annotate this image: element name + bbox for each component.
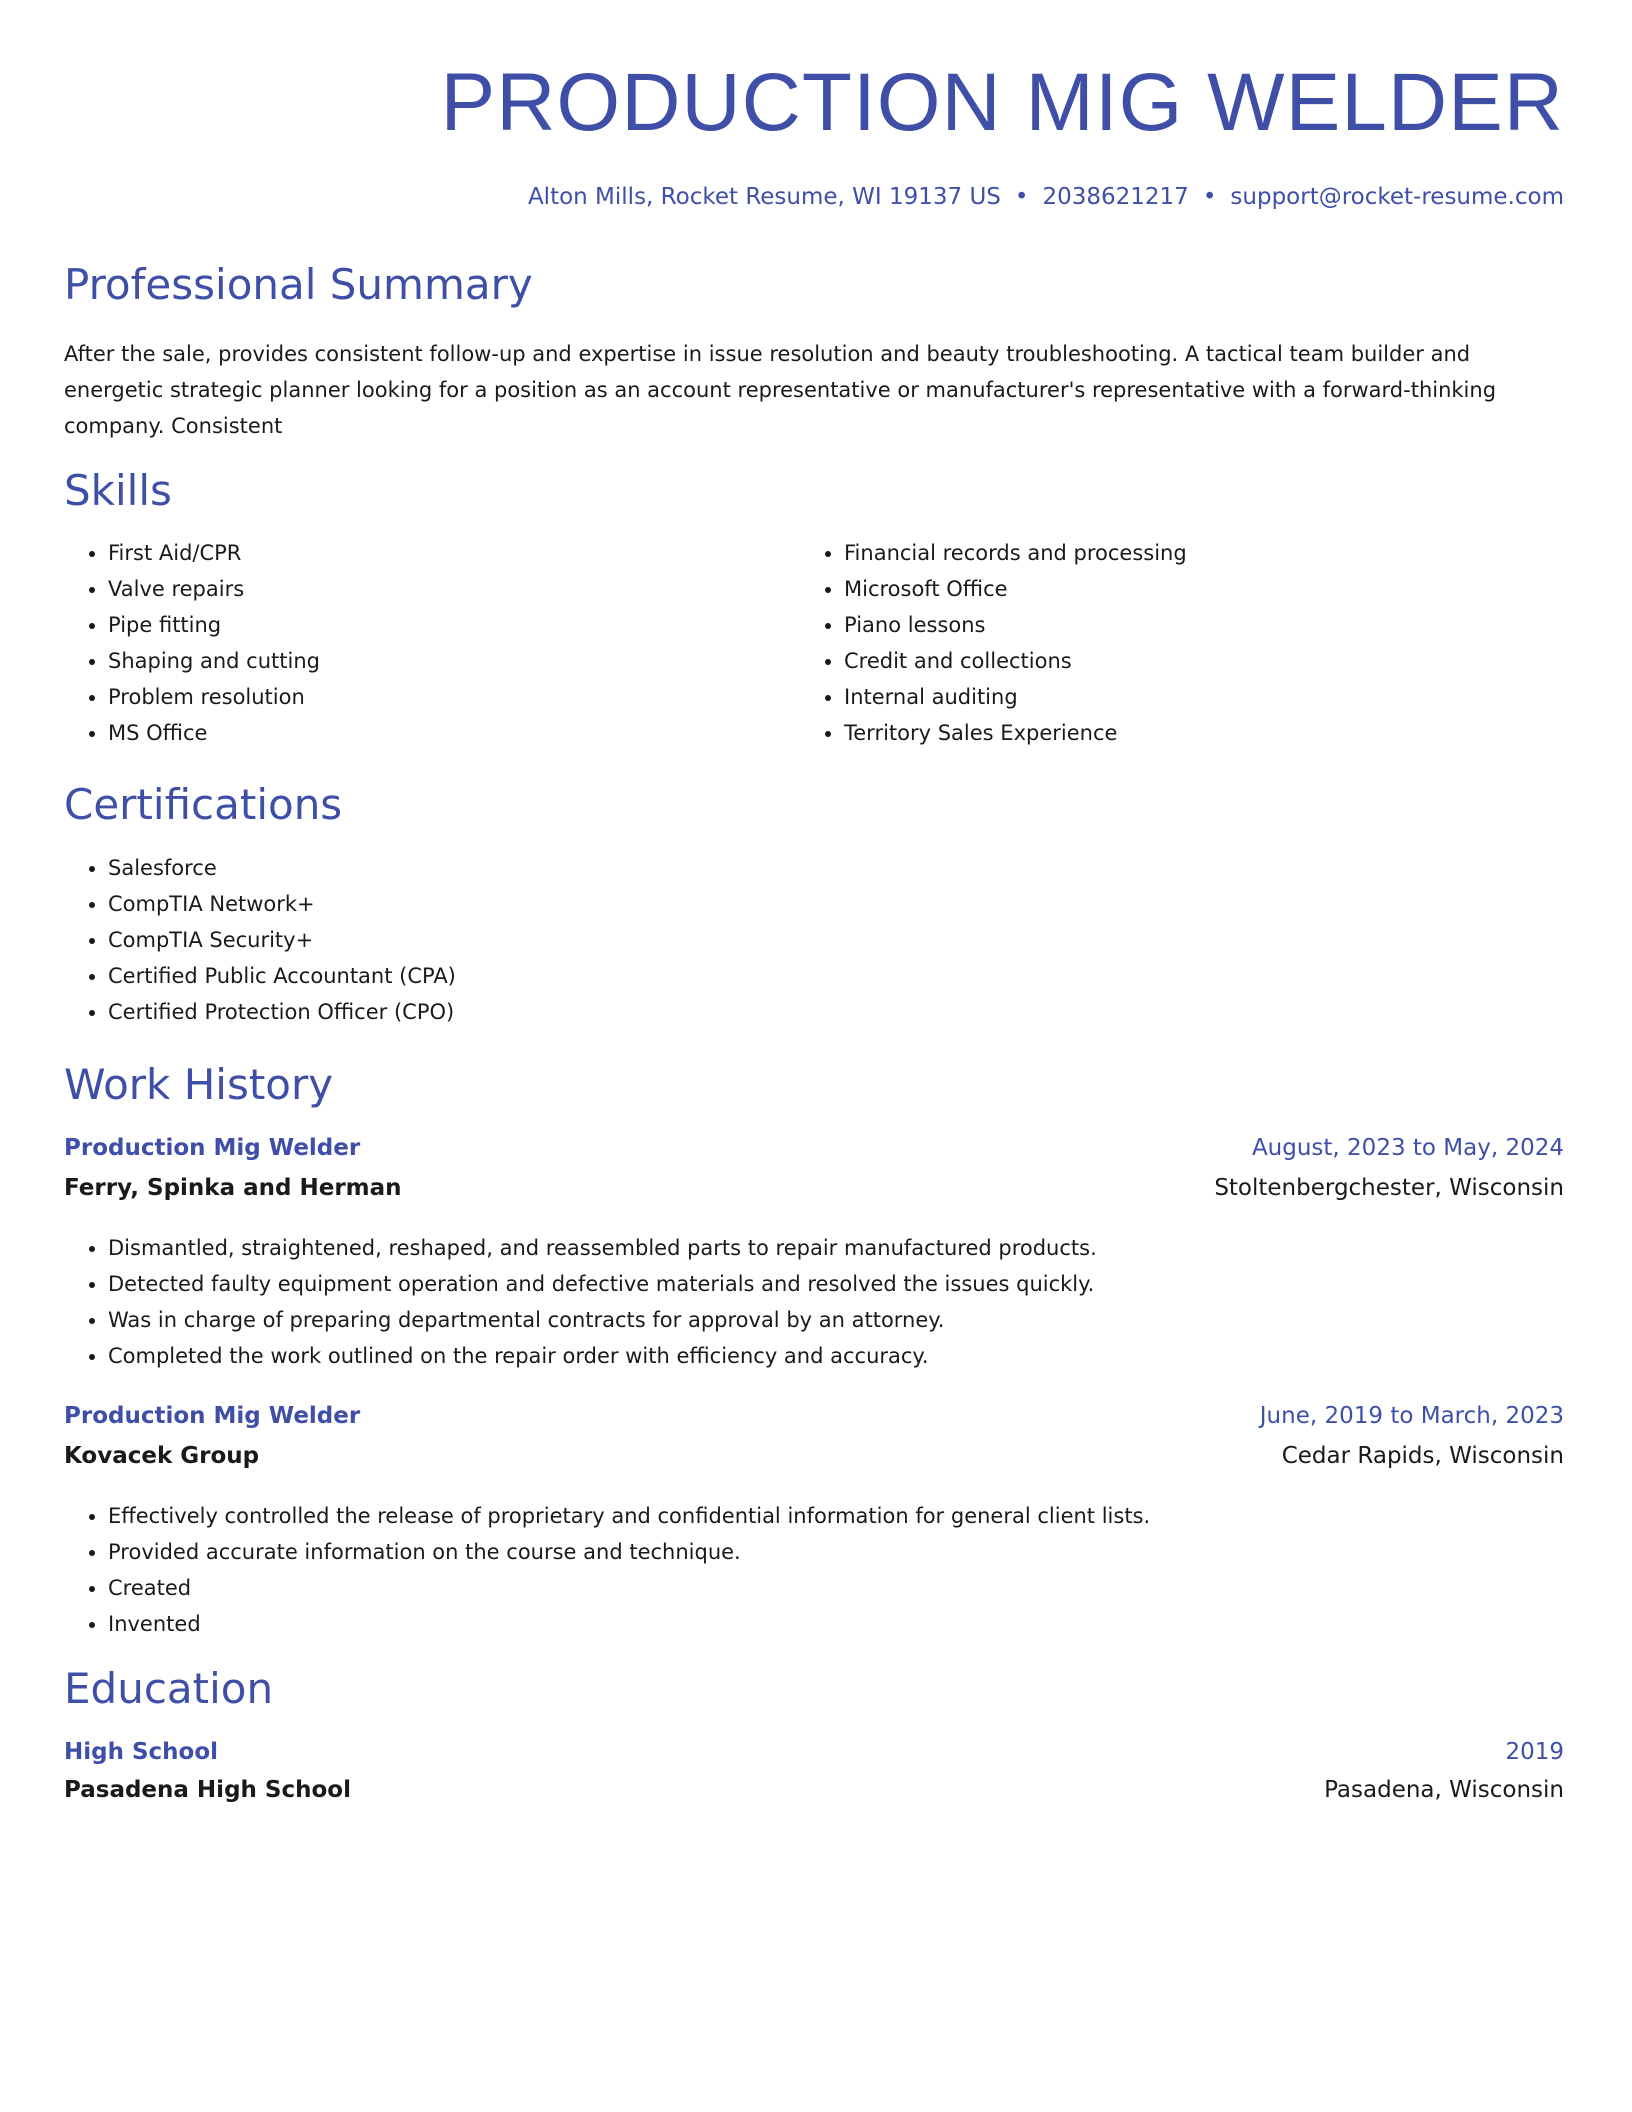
summary-text: After the sale, provides consistent follow-up and expertise in issue resolution and beauty troubleshooting. A tactical team builder and energetic strategic planner looking for a position as an account representative or manufacturer's representative with a forward-thinking company. Consistent — [64, 342, 1497, 438]
skills-list-right — [800, 535, 1187, 751]
skill-item: • First Aid/CPR — [108, 535, 320, 571]
job-bullet: • Completed the work outlined on the repair order with efficiency and accuracy. — [108, 1338, 1097, 1374]
certifications-list — [64, 850, 456, 1030]
contact-separator: • — [1202, 184, 1217, 210]
candidate-name: PRODUCTION MIG WELDER — [440, 57, 1564, 148]
education-location: Pasadena, Wisconsin — [1324, 1777, 1564, 1803]
job-company-row — [64, 1173, 1564, 1203]
skill-item: • Problem resolution — [108, 679, 320, 715]
contact-separator: • — [1014, 184, 1029, 210]
skill-item: • Valve repairs — [108, 571, 320, 607]
skill-item: • Credit and collections — [844, 643, 1187, 679]
contact-email[interactable]: support@rocket-resume.com — [1230, 184, 1564, 210]
certification-item: • Salesforce — [108, 850, 456, 886]
skill-item: • Financial records and processing — [844, 535, 1187, 571]
job-bullet: • Provided accurate information on the course and technique. — [108, 1534, 1150, 1570]
education-heading: Education — [64, 1664, 274, 1713]
education-school: Pasadena High School — [64, 1777, 351, 1803]
skill-item: • Territory Sales Experience — [844, 715, 1187, 751]
education-degree-row — [64, 1737, 1564, 1767]
job-dates: August, 2023 to May, 2024 — [1251, 1135, 1564, 1161]
education-year: 2019 — [1505, 1739, 1564, 1765]
skill-item: • Internal auditing — [844, 679, 1187, 715]
skills-list-left — [64, 535, 320, 751]
summary-heading: Professional Summary — [64, 260, 533, 309]
skill-item: • Piano lessons — [844, 607, 1187, 643]
skill-item: • Microsoft Office — [844, 571, 1187, 607]
job-bullet: • Created — [108, 1570, 1150, 1606]
job-bullet: • Invented — [108, 1606, 1150, 1642]
job-location: Stoltenbergchester, Wisconsin — [1214, 1175, 1564, 1201]
job-bullets — [64, 1498, 1150, 1642]
contact-address: Alton Mills, Rocket Resume, WI 19137 US — [527, 184, 1001, 210]
certification-item: • CompTIA Network+ — [108, 886, 456, 922]
job-title: Production Mig Welder — [64, 1403, 361, 1429]
certification-item: • CompTIA Security+ — [108, 922, 456, 958]
job-location: Cedar Rapids, Wisconsin — [1281, 1443, 1564, 1469]
job-bullet: • Detected faulty equipment operation and defective materials and resolved the issues quickly. — [108, 1266, 1097, 1302]
certification-item: • Certified Protection Officer (CPO) — [108, 994, 456, 1030]
work-history-heading: Work History — [64, 1060, 334, 1109]
education-degree: High School — [64, 1739, 219, 1765]
job-dates: June, 2019 to March, 2023 — [1259, 1403, 1564, 1429]
job-bullets — [64, 1230, 1097, 1374]
contact-line — [528, 182, 1564, 212]
job-title-row — [64, 1401, 1564, 1431]
job-bullet: • Dismantled, straightened, reshaped, and reassembled parts to repair manufactured products. — [108, 1230, 1097, 1266]
job-title: Production Mig Welder — [64, 1135, 361, 1161]
certification-item: • Certified Public Accountant (CPA) — [108, 958, 456, 994]
job-company: Kovacek Group — [64, 1443, 260, 1469]
job-bullet: • Was in charge of preparing departmental contracts for approval by an attorney. — [108, 1302, 1097, 1338]
skill-item: • Pipe fitting — [108, 607, 320, 643]
skill-item: • MS Office — [108, 715, 320, 751]
job-company: Ferry, Spinka and Herman — [64, 1175, 402, 1201]
education-school-row — [64, 1775, 1564, 1805]
certifications-heading: Certifications — [64, 780, 343, 829]
skill-item: • Shaping and cutting — [108, 643, 320, 679]
job-company-row — [64, 1441, 1564, 1471]
job-title-row — [64, 1133, 1564, 1163]
job-bullet: • Effectively controlled the release of proprietary and confidential information for general client lists. — [108, 1498, 1150, 1534]
contact-phone: 2038621217 — [1042, 184, 1189, 210]
skills-heading: Skills — [64, 466, 172, 515]
